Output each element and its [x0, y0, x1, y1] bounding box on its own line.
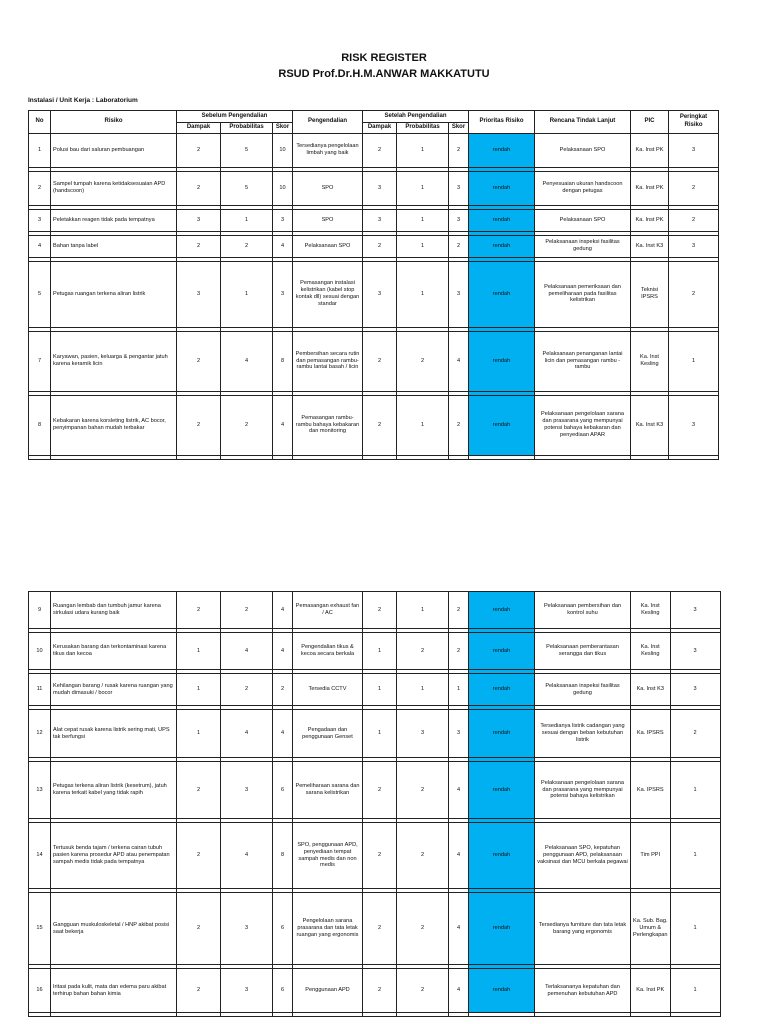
- cell-no: 12: [29, 710, 51, 758]
- cell-peringkat: 1: [670, 823, 720, 889]
- cell-probabilitas-after: 1: [397, 235, 449, 257]
- cell-skor-after: 2: [449, 235, 469, 257]
- cell-dampak-after: 3: [363, 209, 397, 231]
- cell-peringkat: 2: [669, 209, 719, 231]
- cell-risiko: Iritasi pada kulit, mata dan edema paru akibat terhirup bahan bahan kimia: [51, 969, 177, 1013]
- cell-skor-after: 1: [449, 674, 469, 706]
- cell-rencana: Pelaksanaan penanganan lantai licin dan pemasangan rambu - rambu: [535, 331, 631, 391]
- cell-pic: Ka. Inst K3: [631, 395, 669, 455]
- cell-no: 7: [29, 331, 51, 391]
- cell-pic: Ka. IPSRS: [631, 762, 671, 819]
- cell-probabilitas-before: 4: [221, 633, 273, 670]
- cell-dampak-before: 1: [177, 633, 221, 670]
- cell-pic: Ka. Inst K3: [631, 235, 669, 257]
- cell-skor-before: 10: [273, 171, 293, 205]
- cell-rencana: Terlaksananya kepatuhan dan pemenuhan kebutuhan APD: [535, 969, 631, 1013]
- header-sebelum: Sebelum Pengendalian: [177, 111, 293, 123]
- cell-probabilitas-after: 1: [397, 171, 449, 205]
- cell-rencana: Pelaksanaan inspeksi fasilitas gedung: [535, 674, 631, 706]
- cell-dampak-after: 1: [363, 674, 397, 706]
- cell-pengendalian: Tersedianya pengelolaan limbah yang baik: [293, 133, 363, 167]
- header-skor-before: Skor: [273, 123, 293, 134]
- cell-peringkat: 2: [669, 261, 719, 327]
- header-rencana: Rencana Tindak Lanjut: [535, 111, 631, 134]
- cell-skor-after: 4: [449, 331, 469, 391]
- cell-probabilitas-before: 4: [221, 823, 273, 889]
- cell-dampak-before: 2: [177, 823, 221, 889]
- cell-peringkat: 2: [669, 171, 719, 205]
- header-prioritas: Prioritas Risiko: [469, 111, 535, 134]
- header-probabilitas-after: Probabilitas: [397, 123, 449, 134]
- cell-prioritas: rendah: [469, 395, 535, 455]
- risk-table-page-1: [28, 110, 719, 460]
- cell-prioritas: rendah: [469, 893, 535, 965]
- cell-pengendalian: SPO: [293, 171, 363, 205]
- cell-skor-before: 3: [273, 261, 293, 327]
- cell-dampak-before: 2: [177, 171, 221, 205]
- cell-dampak-before: 2: [177, 331, 221, 391]
- cell-skor-after: 3: [449, 209, 469, 231]
- cell-pic: Ka. Inst Kesling: [631, 331, 669, 391]
- cell-pengendalian: Pemasangan instalasi kelistrikan (kabel stop kontak dll) sesuai dengan standar: [293, 261, 363, 327]
- cell-prioritas: rendah: [469, 331, 535, 391]
- cell-skor-before: 8: [273, 331, 293, 391]
- document-subtitle: RSUD Prof.Dr.H.M.ANWAR MAKKATUTU: [278, 68, 490, 80]
- cell-peringkat: 3: [669, 235, 719, 257]
- cell-risiko: Kerusakan barang dan terkontaminasi karena tikus dan kecoa: [51, 633, 177, 670]
- header-no: No: [29, 111, 51, 134]
- cell-pic: Ka. Inst PK: [631, 209, 669, 231]
- cell-prioritas: rendah: [469, 674, 535, 706]
- cell-pengendalian: Tersedia CCTV: [293, 674, 363, 706]
- cell-pengendalian: Pengendalian tikus & kecoa secara berkala: [293, 633, 363, 670]
- cell-rencana: Tersedianya furniture dan tata letak barang yang ergonomis: [535, 893, 631, 965]
- cell-risiko: Gangguan muskuloskeletal / HNP akibat posisi saat bekerja: [51, 893, 177, 965]
- cell-skor-before: 4: [273, 592, 293, 629]
- cell-probabilitas-before: 3: [221, 762, 273, 819]
- cell-probabilitas-before: 3: [221, 893, 273, 965]
- cell-skor-after: 4: [449, 893, 469, 965]
- cell-rencana: Pelaksanaan pengelolaan sarana dan prasarana yang mempunyai potensi bahaya kelistrikan: [535, 762, 631, 819]
- cell-skor-before: 4: [273, 395, 293, 455]
- cell-probabilitas-before: 4: [221, 331, 273, 391]
- header-dampak-after: Dampak: [363, 123, 397, 134]
- cell-risiko: Peletakkan reagen tidak pada tempatnya: [51, 209, 177, 231]
- cell-dampak-before: 2: [177, 133, 221, 167]
- cell-probabilitas-before: 4: [221, 710, 273, 758]
- cell-dampak-before: 2: [177, 235, 221, 257]
- cell-pengendalian: Pemeliharaan sarana dan sarana kelistrikan: [293, 762, 363, 819]
- cell-probabilitas-after: 2: [397, 633, 449, 670]
- cell-no: 5: [29, 261, 51, 327]
- cell-prioritas: rendah: [469, 969, 535, 1013]
- cell-dampak-before: 3: [177, 209, 221, 231]
- cell-pic: Ka. Inst Kesling: [631, 633, 671, 670]
- cell-prioritas: rendah: [469, 209, 535, 231]
- cell-dampak-before: 2: [177, 592, 221, 629]
- cell-pic: Ka. Inst Kesling: [631, 592, 671, 629]
- cell-skor-after: 2: [449, 395, 469, 455]
- cell-pic: Ka. Inst PK: [631, 171, 669, 205]
- cell-prioritas: rendah: [469, 762, 535, 819]
- header-pic: PIC: [631, 111, 669, 134]
- cell-prioritas: rendah: [469, 133, 535, 167]
- cell-skor-after: 4: [449, 823, 469, 889]
- cell-no: 10: [29, 633, 51, 670]
- cell-prioritas: rendah: [469, 235, 535, 257]
- cell-dampak-before: 2: [177, 395, 221, 455]
- cell-rencana: Pelaksanaan pengelolaan sarana dan prasarana yang mempunyai potensi bahaya kebakaran dan penyediaan APAR: [535, 395, 631, 455]
- cell-rencana: Pelaksanaan SPO: [535, 133, 631, 167]
- cell-skor-before: 6: [273, 893, 293, 965]
- cell-prioritas: rendah: [469, 171, 535, 205]
- cell-pengendalian: Pemasangan exhaust fan / AC: [293, 592, 363, 629]
- cell-skor-before: 4: [273, 710, 293, 758]
- cell-risiko: Petugas ruangan terkena aliran listrik: [51, 261, 177, 327]
- cell-no: 15: [29, 893, 51, 965]
- cell-peringkat: 3: [670, 674, 720, 706]
- cell-skor-before: 10: [273, 133, 293, 167]
- cell-rencana: Pelaksanaan pemberantasan serangga dan tikus: [535, 633, 631, 670]
- cell-pengendalian: Pengelolaan sarana prasarana dan tata letak ruangan yang ergonomis: [293, 893, 363, 965]
- cell-no: 8: [29, 395, 51, 455]
- cell-pengendalian: SPO: [293, 209, 363, 231]
- cell-dampak-after: 3: [363, 261, 397, 327]
- cell-probabilitas-after: 2: [397, 893, 449, 965]
- cell-no: 14: [29, 823, 51, 889]
- cell-dampak-before: 1: [177, 674, 221, 706]
- cell-pengendalian: Pemasangan rambu-rambu bahaya kebakaran dan monitoring: [293, 395, 363, 455]
- cell-peringkat: 3: [670, 633, 720, 670]
- cell-probabilitas-before: 2: [221, 235, 273, 257]
- table-row: [29, 969, 721, 1013]
- table-row: [29, 261, 719, 327]
- table-row: [29, 171, 719, 205]
- table-row: [29, 633, 721, 670]
- cell-prioritas: rendah: [469, 823, 535, 889]
- header-setelah: Setelah Pengendalian: [363, 111, 469, 123]
- cell-pengendalian: Penggunaan APD: [293, 969, 363, 1013]
- risk-table-page-2: [28, 591, 721, 1017]
- cell-risiko: Karyawan, pasien, keluarga & pengantar jatuh karena keramik licin: [51, 331, 177, 391]
- row-spacer: [29, 455, 719, 459]
- cell-prioritas: rendah: [469, 633, 535, 670]
- cell-probabilitas-before: 5: [221, 171, 273, 205]
- cell-skor-after: 2: [449, 592, 469, 629]
- cell-rencana: Pelaksanaan pembersihan dan kontrol suhu: [535, 592, 631, 629]
- table-row: [29, 710, 721, 758]
- unit-label: Instalasi / Unit Kerja : Laboratorium: [28, 97, 138, 104]
- table-row: [29, 209, 719, 231]
- cell-rencana: Pelaksanaan inspeksi fasilitas gedung: [535, 235, 631, 257]
- cell-peringkat: 2: [670, 710, 720, 758]
- cell-rencana: Pelaksanaan pemeriksaan dan pemeliharaan pada fasilitas kelistrikan: [535, 261, 631, 327]
- cell-rencana: Penyesuaian ukuran handscoon dengan petugas: [535, 171, 631, 205]
- cell-probabilitas-before: 1: [221, 261, 273, 327]
- cell-dampak-after: 1: [363, 710, 397, 758]
- table-row: [29, 133, 719, 167]
- cell-pengendalian: Pembersihan secara rutin dan pemasangan rambu-rambu lantai basah / licin: [293, 331, 363, 391]
- cell-probabilitas-after: 2: [397, 823, 449, 889]
- cell-probabilitas-after: 1: [397, 261, 449, 327]
- cell-probabilitas-after: 1: [397, 209, 449, 231]
- cell-dampak-after: 2: [363, 762, 397, 819]
- cell-skor-after: 3: [449, 261, 469, 327]
- cell-skor-before: 6: [273, 762, 293, 819]
- cell-pic: Ka. Inst PK: [631, 133, 669, 167]
- cell-prioritas: rendah: [469, 592, 535, 629]
- cell-risiko: Ruangan lembab dan tumbuh jamur karena sirkulasi udara kurang baik: [51, 592, 177, 629]
- table-row: [29, 762, 721, 819]
- cell-probabilitas-before: 1: [221, 209, 273, 231]
- cell-no: 13: [29, 762, 51, 819]
- cell-skor-after: 3: [449, 710, 469, 758]
- cell-prioritas: rendah: [469, 710, 535, 758]
- cell-no: 1: [29, 133, 51, 167]
- header-peringkat: Peringkat Risiko: [669, 111, 719, 134]
- cell-no: 16: [29, 969, 51, 1013]
- cell-dampak-after: 3: [363, 171, 397, 205]
- table-row: [29, 235, 719, 257]
- table-body-page-1: [29, 133, 719, 459]
- cell-dampak-after: 2: [363, 592, 397, 629]
- cell-pic: Ka. Inst K3: [631, 674, 671, 706]
- cell-probabilitas-before: 2: [221, 395, 273, 455]
- cell-probabilitas-before: 3: [221, 969, 273, 1013]
- cell-rencana: Tersedianya listrik cadangan yang sesuai dengan beban kebutuhan listrik: [535, 710, 631, 758]
- cell-peringkat: 3: [669, 133, 719, 167]
- cell-peringkat: 3: [669, 395, 719, 455]
- cell-skor-after: 3: [449, 171, 469, 205]
- cell-probabilitas-after: 2: [397, 762, 449, 819]
- cell-probabilitas-after: 1: [397, 592, 449, 629]
- cell-probabilitas-after: 2: [397, 331, 449, 391]
- header-risiko: Risiko: [51, 111, 177, 134]
- cell-dampak-before: 2: [177, 762, 221, 819]
- cell-no: 2: [29, 171, 51, 205]
- cell-skor-after: 2: [449, 133, 469, 167]
- cell-no: 11: [29, 674, 51, 706]
- cell-skor-after: 4: [449, 762, 469, 819]
- cell-probabilitas-after: 1: [397, 674, 449, 706]
- cell-skor-before: 3: [273, 209, 293, 231]
- cell-dampak-before: 1: [177, 710, 221, 758]
- cell-peringkat: 1: [670, 893, 720, 965]
- cell-peringkat: 1: [670, 762, 720, 819]
- table-row: [29, 592, 721, 629]
- document-title: RISK REGISTER: [341, 52, 427, 64]
- cell-probabilitas-after: 2: [397, 969, 449, 1013]
- cell-probabilitas-before: 5: [221, 133, 273, 167]
- cell-pengendalian: SPO, penggunaan APD, penyediaan tempat sampah medis dan non medis: [293, 823, 363, 889]
- table-row: [29, 893, 721, 965]
- cell-pic: Teknisi IPSRS: [631, 261, 669, 327]
- cell-risiko: Kehilangan barang / rusak karena ruangan yang mudah dimasuki / bocor: [51, 674, 177, 706]
- cell-dampak-after: 2: [363, 235, 397, 257]
- header-dampak-before: Dampak: [177, 123, 221, 134]
- table-body-page-2: [29, 592, 721, 1017]
- cell-pengendalian: Pelaksanaan SPO: [293, 235, 363, 257]
- cell-pic: Tim PPI: [631, 823, 671, 889]
- cell-risiko: Petugas terkena aliran listrik (kesetrum), jatuh karena terkait kabel yang tidak rapih: [51, 762, 177, 819]
- cell-skor-before: 2: [273, 674, 293, 706]
- cell-risiko: Bahan tanpa label: [51, 235, 177, 257]
- cell-pic: Ka. IPSRS: [631, 710, 671, 758]
- cell-no: 4: [29, 235, 51, 257]
- cell-dampak-before: 3: [177, 261, 221, 327]
- table-row: [29, 823, 721, 889]
- table-row: [29, 331, 719, 391]
- cell-peringkat: 1: [669, 331, 719, 391]
- cell-pic: Ka. Sub. Bag. Umum & Perlengkapan: [631, 893, 671, 965]
- cell-pengendalian: Pengadaan dan penggunaan Genset: [293, 710, 363, 758]
- table-row: [29, 395, 719, 455]
- cell-probabilitas-after: 1: [397, 395, 449, 455]
- cell-skor-before: 6: [273, 969, 293, 1013]
- cell-skor-before: 4: [273, 633, 293, 670]
- cell-risiko: Kebakaran karena korsleting listrik, AC bocor, penyimpanan bahan mudah terbakar: [51, 395, 177, 455]
- cell-peringkat: 3: [670, 592, 720, 629]
- cell-rencana: Pelaksanaan SPO: [535, 209, 631, 231]
- cell-skor-after: 2: [449, 633, 469, 670]
- cell-no: 9: [29, 592, 51, 629]
- header-pengendalian: Pengendalian: [293, 111, 363, 134]
- cell-probabilitas-after: 1: [397, 133, 449, 167]
- row-spacer: [29, 1013, 721, 1017]
- cell-risiko: Alat cepat rusak karena listrik sering mati, UPS tak berfungsi: [51, 710, 177, 758]
- cell-dampak-after: 2: [363, 823, 397, 889]
- cell-dampak-after: 2: [363, 331, 397, 391]
- cell-rencana: Pelaksanaan SPO, kepatuhan penggunaan APD, pelaksanaan vaksinasi dan MCU berkala pegawai: [535, 823, 631, 889]
- cell-dampak-after: 2: [363, 893, 397, 965]
- cell-dampak-before: 2: [177, 893, 221, 965]
- cell-probabilitas-before: 2: [221, 674, 273, 706]
- cell-prioritas: rendah: [469, 261, 535, 327]
- cell-no: 3: [29, 209, 51, 231]
- cell-risiko: Tertusuk benda tajam / terkena cairan tubuh pasien karena prosedur APD atau penempatan sampah medis tidak pada tempatnya: [51, 823, 177, 889]
- cell-risiko: Polusi bau dari saluran pembuangan: [51, 133, 177, 167]
- cell-dampak-after: 2: [363, 969, 397, 1013]
- cell-skor-before: 8: [273, 823, 293, 889]
- cell-pic: Ka. Inst PK: [631, 969, 671, 1013]
- cell-probabilitas-after: 3: [397, 710, 449, 758]
- cell-risiko: Sampel tumpah karena ketidaksesuaian APD (handscoon): [51, 171, 177, 205]
- table-row: [29, 674, 721, 706]
- cell-skor-after: 4: [449, 969, 469, 1013]
- cell-probabilitas-before: 2: [221, 592, 273, 629]
- cell-skor-before: 4: [273, 235, 293, 257]
- cell-dampak-after: 2: [363, 395, 397, 455]
- cell-peringkat: 1: [670, 969, 720, 1013]
- cell-dampak-before: 2: [177, 969, 221, 1013]
- cell-dampak-after: 1: [363, 633, 397, 670]
- cell-dampak-after: 2: [363, 133, 397, 167]
- header-skor-after: Skor: [449, 123, 469, 134]
- header-probabilitas-before: Probabilitas: [221, 123, 273, 134]
